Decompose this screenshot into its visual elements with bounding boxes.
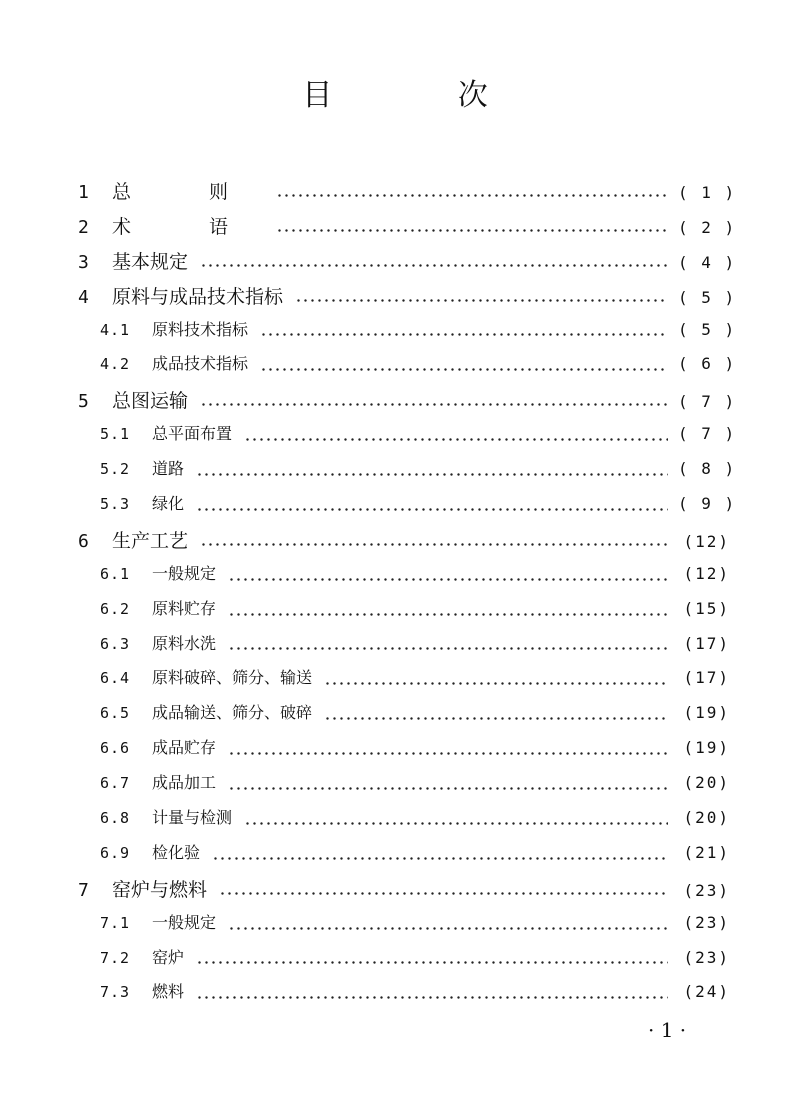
toc-entry-page: ( 8 ) bbox=[678, 459, 737, 479]
dot-leader bbox=[228, 605, 668, 621]
dot-leader bbox=[219, 883, 668, 902]
toc-entry-number: 6.8 bbox=[100, 809, 131, 828]
dot-leader bbox=[260, 326, 668, 342]
toc-entry-title: 总图运输 bbox=[112, 390, 189, 413]
toc-entry-title: 燃料 bbox=[152, 982, 185, 1002]
toc-entry-title: 一般规定 bbox=[152, 912, 217, 932]
toc-entry-number: 4.2 bbox=[100, 355, 131, 374]
toc-entry-number: 5 bbox=[78, 391, 89, 413]
toc-entry-page: (24) bbox=[683, 982, 730, 1002]
toc-entry-number: 6.9 bbox=[100, 843, 131, 862]
toc-entry-page: ( 9 ) bbox=[678, 494, 737, 514]
page-number: · 1 · bbox=[648, 1018, 687, 1042]
dot-leader bbox=[196, 466, 668, 482]
toc-entry-page: ( 7 ) bbox=[678, 424, 737, 444]
toc-section-entry[interactable] bbox=[78, 840, 730, 875]
toc-section-entry[interactable] bbox=[78, 665, 730, 700]
toc-section-entry[interactable] bbox=[78, 317, 737, 352]
toc-chapter-entry[interactable] bbox=[78, 212, 737, 247]
toc-entry-number: 7.1 bbox=[100, 913, 131, 932]
toc-entry-title: 检化验 bbox=[152, 842, 201, 862]
dot-leader bbox=[228, 570, 668, 586]
toc-entry-number: 6.3 bbox=[100, 634, 131, 653]
toc-chapter-entry[interactable] bbox=[78, 875, 730, 910]
toc-entry-number: 6.5 bbox=[100, 704, 131, 723]
toc-entry-page: (17) bbox=[683, 633, 730, 653]
toc-chapter-entry[interactable] bbox=[78, 386, 737, 421]
toc-entry-number: 6.1 bbox=[100, 564, 131, 583]
toc-chapter-entry[interactable] bbox=[78, 247, 737, 282]
toc-entry-page: (23) bbox=[683, 947, 730, 967]
toc-entry-number: 4 bbox=[78, 286, 89, 308]
toc-entry-title: 成品贮存 bbox=[152, 738, 217, 758]
dot-leader bbox=[228, 745, 668, 761]
toc-entry-page: (21) bbox=[683, 842, 730, 862]
toc-entry-number: 6.4 bbox=[100, 669, 131, 688]
toc-entry-title: 术 语 bbox=[112, 215, 265, 238]
toc-entry-title: 原料与成品技术指标 bbox=[112, 285, 284, 308]
toc-entry-title: 原料技术指标 bbox=[152, 319, 249, 339]
toc-section-entry[interactable] bbox=[78, 735, 730, 770]
dot-leader bbox=[324, 675, 668, 691]
page-title: 目 次 bbox=[302, 78, 546, 113]
toc-section-entry[interactable] bbox=[78, 910, 730, 945]
toc-entry-title: 原料水洗 bbox=[152, 633, 217, 653]
toc-entry-title: 一般规定 bbox=[152, 563, 217, 583]
toc-entry-page: (12) bbox=[683, 563, 730, 583]
toc-section-entry[interactable] bbox=[78, 945, 730, 980]
toc-section-entry[interactable] bbox=[78, 979, 730, 1014]
dot-leader bbox=[244, 431, 668, 447]
toc-entry-title: 成品加工 bbox=[152, 773, 217, 793]
toc-entry-number: 7.2 bbox=[100, 948, 131, 967]
dot-leader bbox=[196, 954, 668, 970]
toc-entry-title: 窑炉 bbox=[152, 947, 185, 967]
toc-entry-page: (20) bbox=[683, 808, 730, 828]
toc-entry-number: 7.3 bbox=[100, 983, 131, 1002]
toc-entry-number: 6.6 bbox=[100, 739, 131, 758]
toc-section-entry[interactable] bbox=[78, 770, 730, 805]
toc-chapter-entry[interactable] bbox=[78, 282, 737, 317]
toc-entry-title: 成品输送、筛分、破碎 bbox=[152, 703, 313, 723]
dot-leader bbox=[260, 361, 668, 377]
toc-section-entry[interactable] bbox=[78, 456, 737, 491]
dot-leader bbox=[228, 640, 668, 656]
toc-entry-number: 3 bbox=[78, 251, 89, 273]
toc-entry-page: (17) bbox=[683, 668, 730, 688]
table-of-contents bbox=[78, 177, 737, 1014]
dot-leader bbox=[295, 290, 668, 309]
toc-entry-title: 原料贮存 bbox=[152, 598, 217, 618]
toc-entry-page: (20) bbox=[683, 773, 730, 793]
toc-entry-page: ( 1 ) bbox=[678, 183, 737, 202]
toc-entry-title: 原料破碎、筛分、输送 bbox=[152, 668, 313, 688]
dot-leader bbox=[244, 814, 668, 830]
toc-entry-number: 5.3 bbox=[100, 495, 131, 514]
toc-section-entry[interactable] bbox=[78, 561, 730, 596]
toc-entry-number: 6.7 bbox=[100, 774, 131, 793]
toc-entry-number: 5.1 bbox=[100, 425, 131, 444]
toc-entry-number: 6 bbox=[78, 530, 89, 552]
toc-entry-title: 总 则 bbox=[112, 181, 265, 203]
toc-section-entry[interactable] bbox=[78, 491, 737, 526]
toc-section-entry[interactable] bbox=[78, 351, 737, 386]
toc-section-entry[interactable] bbox=[78, 700, 730, 735]
toc-entry-title: 成品技术指标 bbox=[152, 354, 249, 374]
toc-entry-number: 7 bbox=[78, 879, 89, 901]
toc-entry-title: 窑炉与燃料 bbox=[112, 878, 208, 901]
dot-leader bbox=[196, 989, 668, 1005]
toc-entry-number: 2 bbox=[78, 216, 89, 238]
dot-leader bbox=[228, 919, 668, 935]
toc-chapter-entry[interactable] bbox=[78, 526, 730, 561]
dot-leader bbox=[200, 255, 668, 274]
toc-entry-title: 基本规定 bbox=[112, 250, 189, 273]
toc-entry-page: ( 7 ) bbox=[678, 392, 737, 412]
toc-entry-title: 绿化 bbox=[152, 494, 185, 514]
toc-entry-number: 1 bbox=[78, 182, 89, 203]
toc-entry-page: (19) bbox=[683, 738, 730, 758]
toc-entry-page: (19) bbox=[683, 703, 730, 723]
dot-leader bbox=[200, 534, 668, 553]
dot-leader bbox=[212, 849, 668, 865]
toc-entry-page: (15) bbox=[683, 598, 730, 618]
toc-entry-title: 计量与检测 bbox=[152, 808, 233, 828]
toc-entry-number: 5.2 bbox=[100, 460, 131, 479]
toc-section-entry[interactable] bbox=[78, 596, 730, 631]
toc-entry-page: (23) bbox=[683, 912, 730, 932]
toc-entry-number: 4.1 bbox=[100, 320, 131, 339]
dot-leader bbox=[200, 394, 668, 413]
toc-entry-page: ( 5 ) bbox=[678, 319, 737, 339]
dot-leader bbox=[196, 500, 668, 516]
toc-section-entry[interactable] bbox=[78, 805, 730, 840]
toc-entry-title: 道路 bbox=[152, 459, 185, 479]
dot-leader bbox=[324, 710, 668, 726]
dot-leader bbox=[276, 185, 668, 204]
dot-leader bbox=[228, 780, 668, 796]
toc-chapter-entry[interactable] bbox=[78, 177, 737, 212]
toc-section-entry[interactable] bbox=[78, 421, 737, 456]
toc-entry-title: 总平面布置 bbox=[152, 424, 233, 444]
toc-entry-page: ( 5 ) bbox=[678, 287, 737, 307]
toc-entry-page: ( 4 ) bbox=[678, 252, 737, 272]
toc-entry-page: ( 2 ) bbox=[678, 217, 737, 237]
toc-entry-page: (12) bbox=[683, 531, 730, 551]
dot-leader bbox=[276, 220, 668, 239]
toc-entry-number: 6.2 bbox=[100, 599, 131, 618]
toc-entry-page: ( 6 ) bbox=[678, 354, 737, 374]
toc-entry-title: 生产工艺 bbox=[112, 529, 189, 552]
toc-entry-page: (23) bbox=[683, 880, 730, 900]
toc-section-entry[interactable] bbox=[78, 631, 730, 666]
